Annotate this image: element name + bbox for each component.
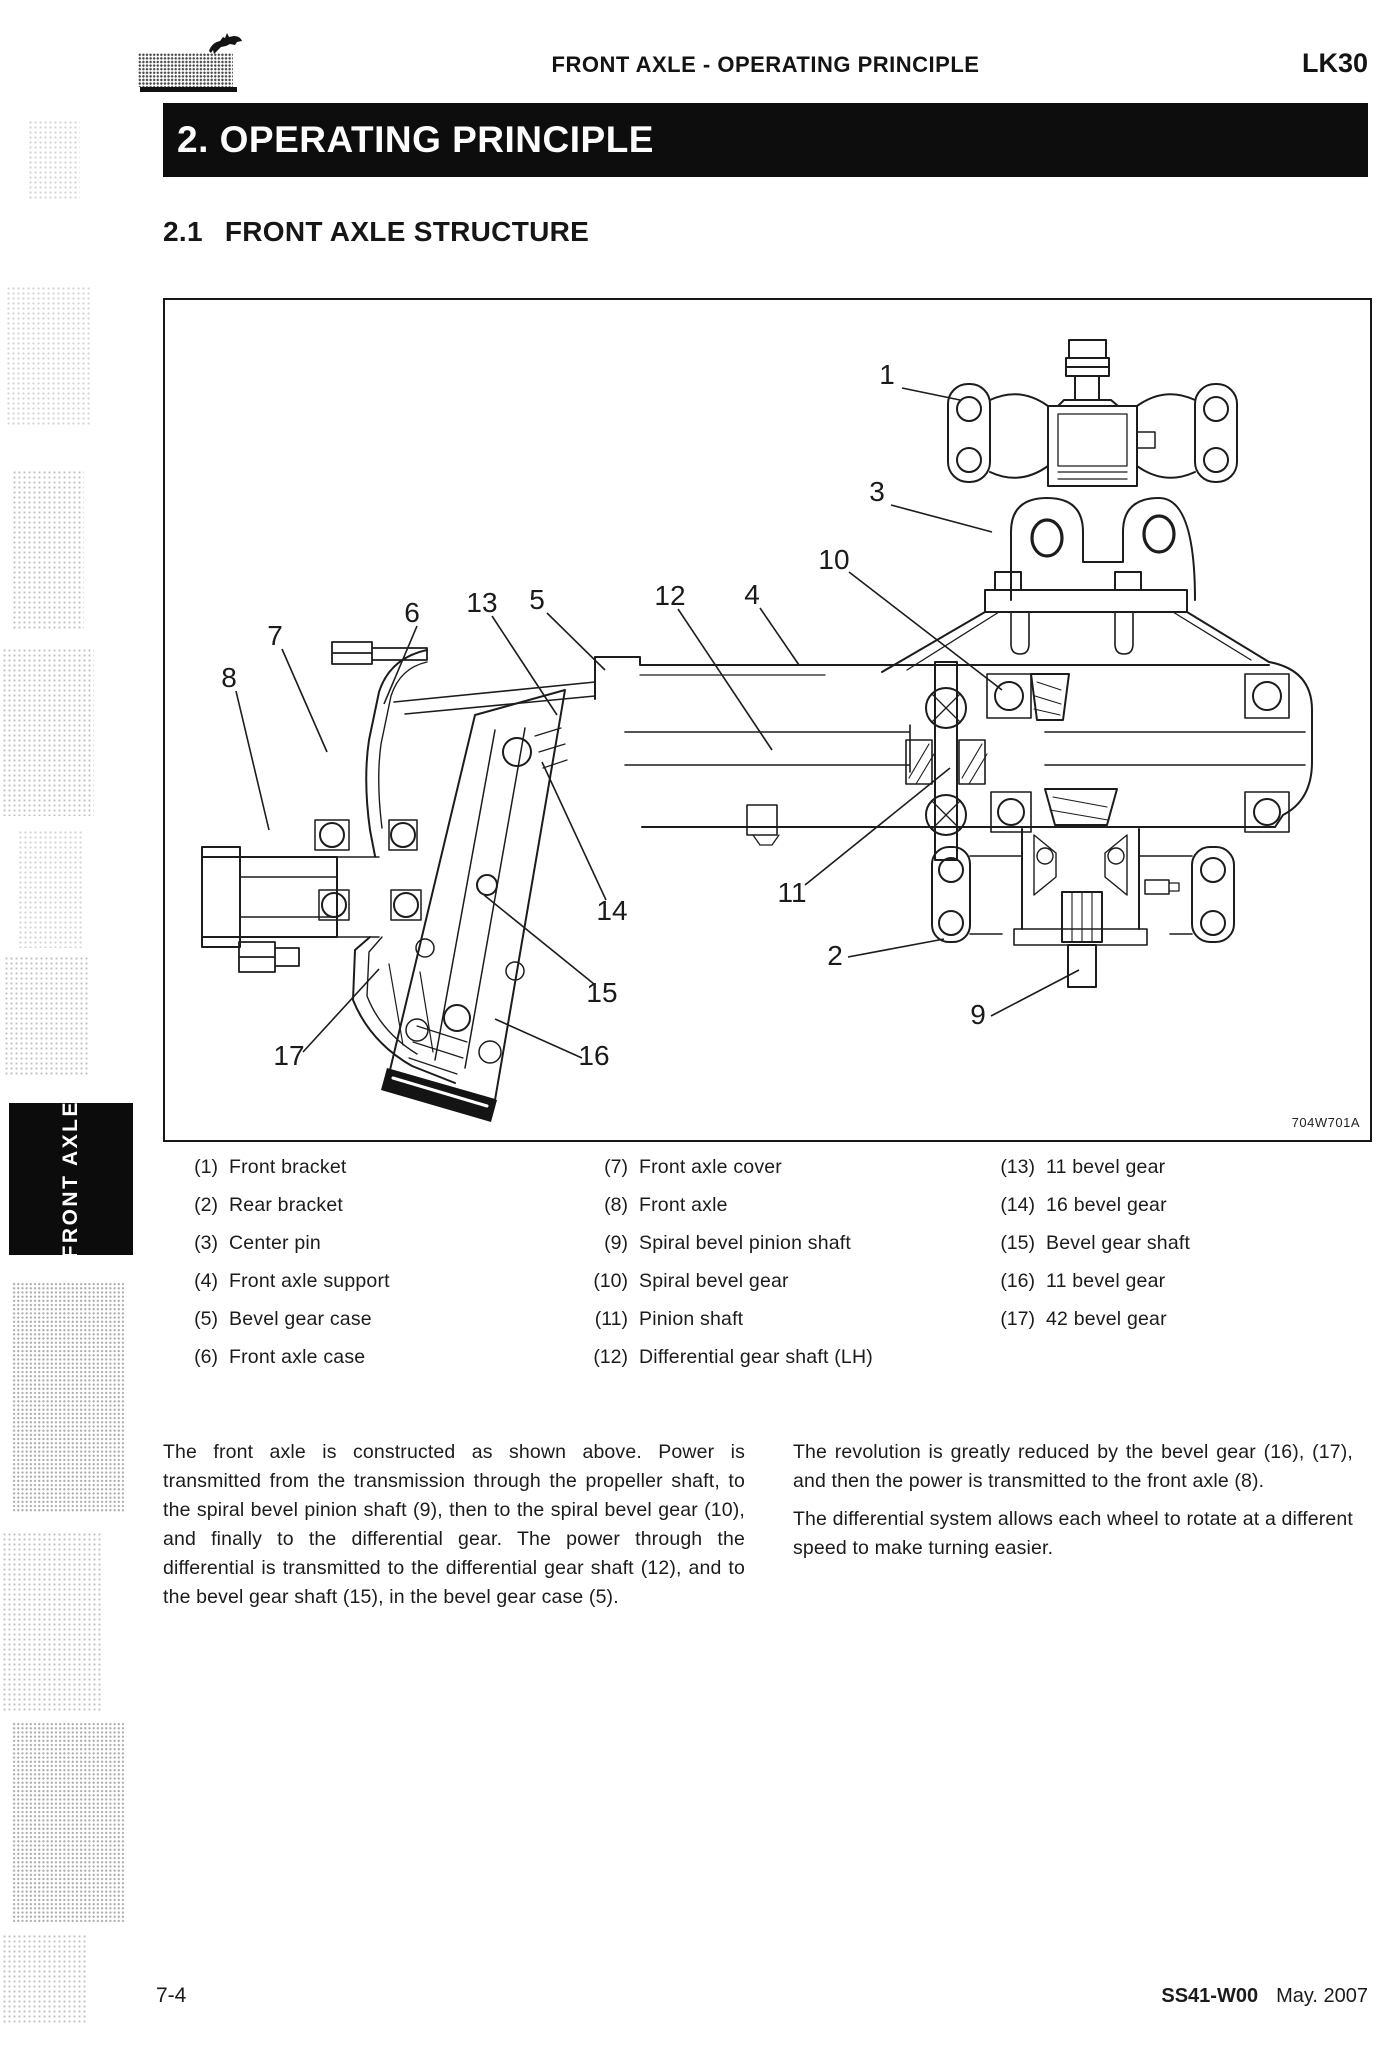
part-row (163, 1224, 390, 1262)
parts-column-1 (163, 1148, 390, 1376)
part-label: 16 bevel gear (1046, 1193, 1167, 1216)
scan-noise (18, 830, 84, 948)
part-number: (15) (1000, 1231, 1035, 1254)
part-label: Bevel gear case (229, 1307, 372, 1330)
footer-right (1161, 1985, 1368, 2008)
scan-noise (2, 1532, 102, 1712)
callout-1: 1 (879, 359, 895, 390)
part-row (977, 1300, 1190, 1338)
part-label: Bevel gear shaft (1046, 1231, 1191, 1254)
part-row (977, 1262, 1190, 1300)
part-label: Front axle cover (639, 1155, 783, 1178)
part-number: (3) (194, 1231, 218, 1254)
part-row (163, 1300, 390, 1338)
footer-date: May. 2007 (1276, 1985, 1368, 2007)
part-label: Spiral bevel gear (639, 1269, 789, 1292)
part-number: (17) (1000, 1307, 1035, 1330)
scan-noise (2, 648, 94, 816)
body-left-paragraph: The front axle is constructed as shown above. Power is transmitted from the transmission through the propeller shaft, to the spiral bevel pinion shaft (9), then to the spiral bevel gear (10), and finally to the differential gear. The power through the differential is transmitted to the differential gear shaft (12), and to the bevel gear shaft (15), in the bevel gear case (5). (163, 1441, 745, 1608)
part-label: Spiral bevel pinion shaft (639, 1231, 852, 1254)
parts-column-3 (977, 1148, 1190, 1338)
part-number: (8) (604, 1193, 628, 1216)
callout-5: 5 (529, 584, 545, 615)
callout-2: 2 (827, 940, 843, 971)
figure-code: 704W701A (1291, 1115, 1360, 1130)
part-label: Front bracket (229, 1155, 347, 1178)
part-label: 42 bevel gear (1046, 1307, 1167, 1330)
part-label: 11 bevel gear (1046, 1155, 1166, 1178)
part-number: (6) (194, 1345, 218, 1368)
figure-frame (163, 298, 1372, 1142)
part-number: (7) (604, 1155, 628, 1178)
part-row (163, 1186, 390, 1224)
callout-17: 17 (273, 1040, 305, 1071)
part-row (977, 1148, 1190, 1186)
part-label: Differential gear shaft (LH) (639, 1345, 873, 1368)
subsection-text: FRONT AXLE STRUCTURE (224, 216, 590, 247)
part-row (570, 1262, 873, 1300)
body-right-column (793, 1438, 1353, 1572)
parts-column-2 (570, 1148, 873, 1376)
callout-8: 8 (221, 662, 237, 693)
part-number: (5) (194, 1307, 218, 1330)
part-row (163, 1262, 390, 1300)
scan-noise (6, 286, 90, 426)
callout-11: 11 (777, 877, 807, 908)
callout-4: 4 (744, 579, 760, 610)
part-label: Front axle (639, 1193, 728, 1216)
scan-noise (12, 1722, 124, 1922)
subsection-number: 2.1 (163, 216, 203, 247)
model-label: LK30 (1301, 48, 1368, 78)
part-row (163, 1338, 390, 1376)
part-label: Pinion shaft (639, 1307, 744, 1330)
sidebar-tab-label: FRONT AXLE (59, 1099, 82, 1259)
section-title-bar (163, 103, 1368, 177)
scan-noise (2, 1934, 86, 2024)
callout-13: 13 (466, 587, 498, 618)
part-number: (16) (1000, 1269, 1035, 1292)
section-title: 2. OPERATING PRINCIPLE (177, 119, 654, 160)
callout-16: 16 (578, 1040, 610, 1071)
body-right-paragraph-1: The revolution is greatly reduced by the bevel gear (16), (17), and then the power is transmitted to the front axle (8). (793, 1441, 1353, 1492)
callout-9: 9 (970, 999, 986, 1030)
part-number: (10) (593, 1269, 628, 1292)
part-row (570, 1186, 873, 1224)
body-right-paragraph-2: The differential system allows each wheel to rotate at a different speed to make turning easier. (793, 1508, 1353, 1559)
part-number: (12) (593, 1345, 628, 1368)
front-axle-diagram (165, 300, 1370, 1140)
scan-noise (12, 1282, 124, 1512)
callout-3: 3 (869, 476, 885, 507)
part-label: Front axle case (229, 1345, 366, 1368)
subsection-title (163, 216, 589, 248)
footer-doc-code: SS41-W00 (1161, 1985, 1259, 2007)
part-number: (13) (1000, 1155, 1035, 1178)
part-number: (11) (594, 1307, 628, 1330)
part-number: (1) (194, 1155, 218, 1178)
part-row (570, 1300, 873, 1338)
callout-leader-lines (236, 388, 1079, 1058)
callout-12: 12 (654, 580, 686, 611)
callout-15: 15 (586, 977, 618, 1008)
scan-noise (12, 470, 84, 630)
part-label: Rear bracket (229, 1193, 344, 1216)
sidebar-tab-front-axle (9, 1099, 133, 1259)
part-row (163, 1148, 390, 1186)
part-row (570, 1148, 873, 1186)
callout-6: 6 (404, 597, 420, 628)
footer-page-number: 7-4 (156, 1984, 187, 2007)
callout-10: 10 (818, 544, 850, 575)
scan-noise (28, 120, 80, 200)
part-number: (9) (604, 1231, 628, 1254)
part-number: (2) (194, 1193, 218, 1216)
part-row (977, 1224, 1190, 1262)
page-title: FRONT AXLE - OPERATING PRINCIPLE (551, 52, 980, 77)
part-label: Center pin (229, 1231, 321, 1254)
part-row (570, 1224, 873, 1262)
part-row (570, 1338, 873, 1376)
brand-logo-underline (140, 87, 237, 92)
callout-14: 14 (596, 895, 628, 926)
part-row (977, 1186, 1190, 1224)
scan-noise (4, 956, 88, 1076)
callout-7: 7 (267, 620, 283, 651)
part-label: 11 bevel gear (1046, 1269, 1166, 1292)
part-number: (14) (1000, 1193, 1035, 1216)
part-label: Front axle support (229, 1269, 390, 1292)
part-number: (4) (194, 1269, 218, 1292)
